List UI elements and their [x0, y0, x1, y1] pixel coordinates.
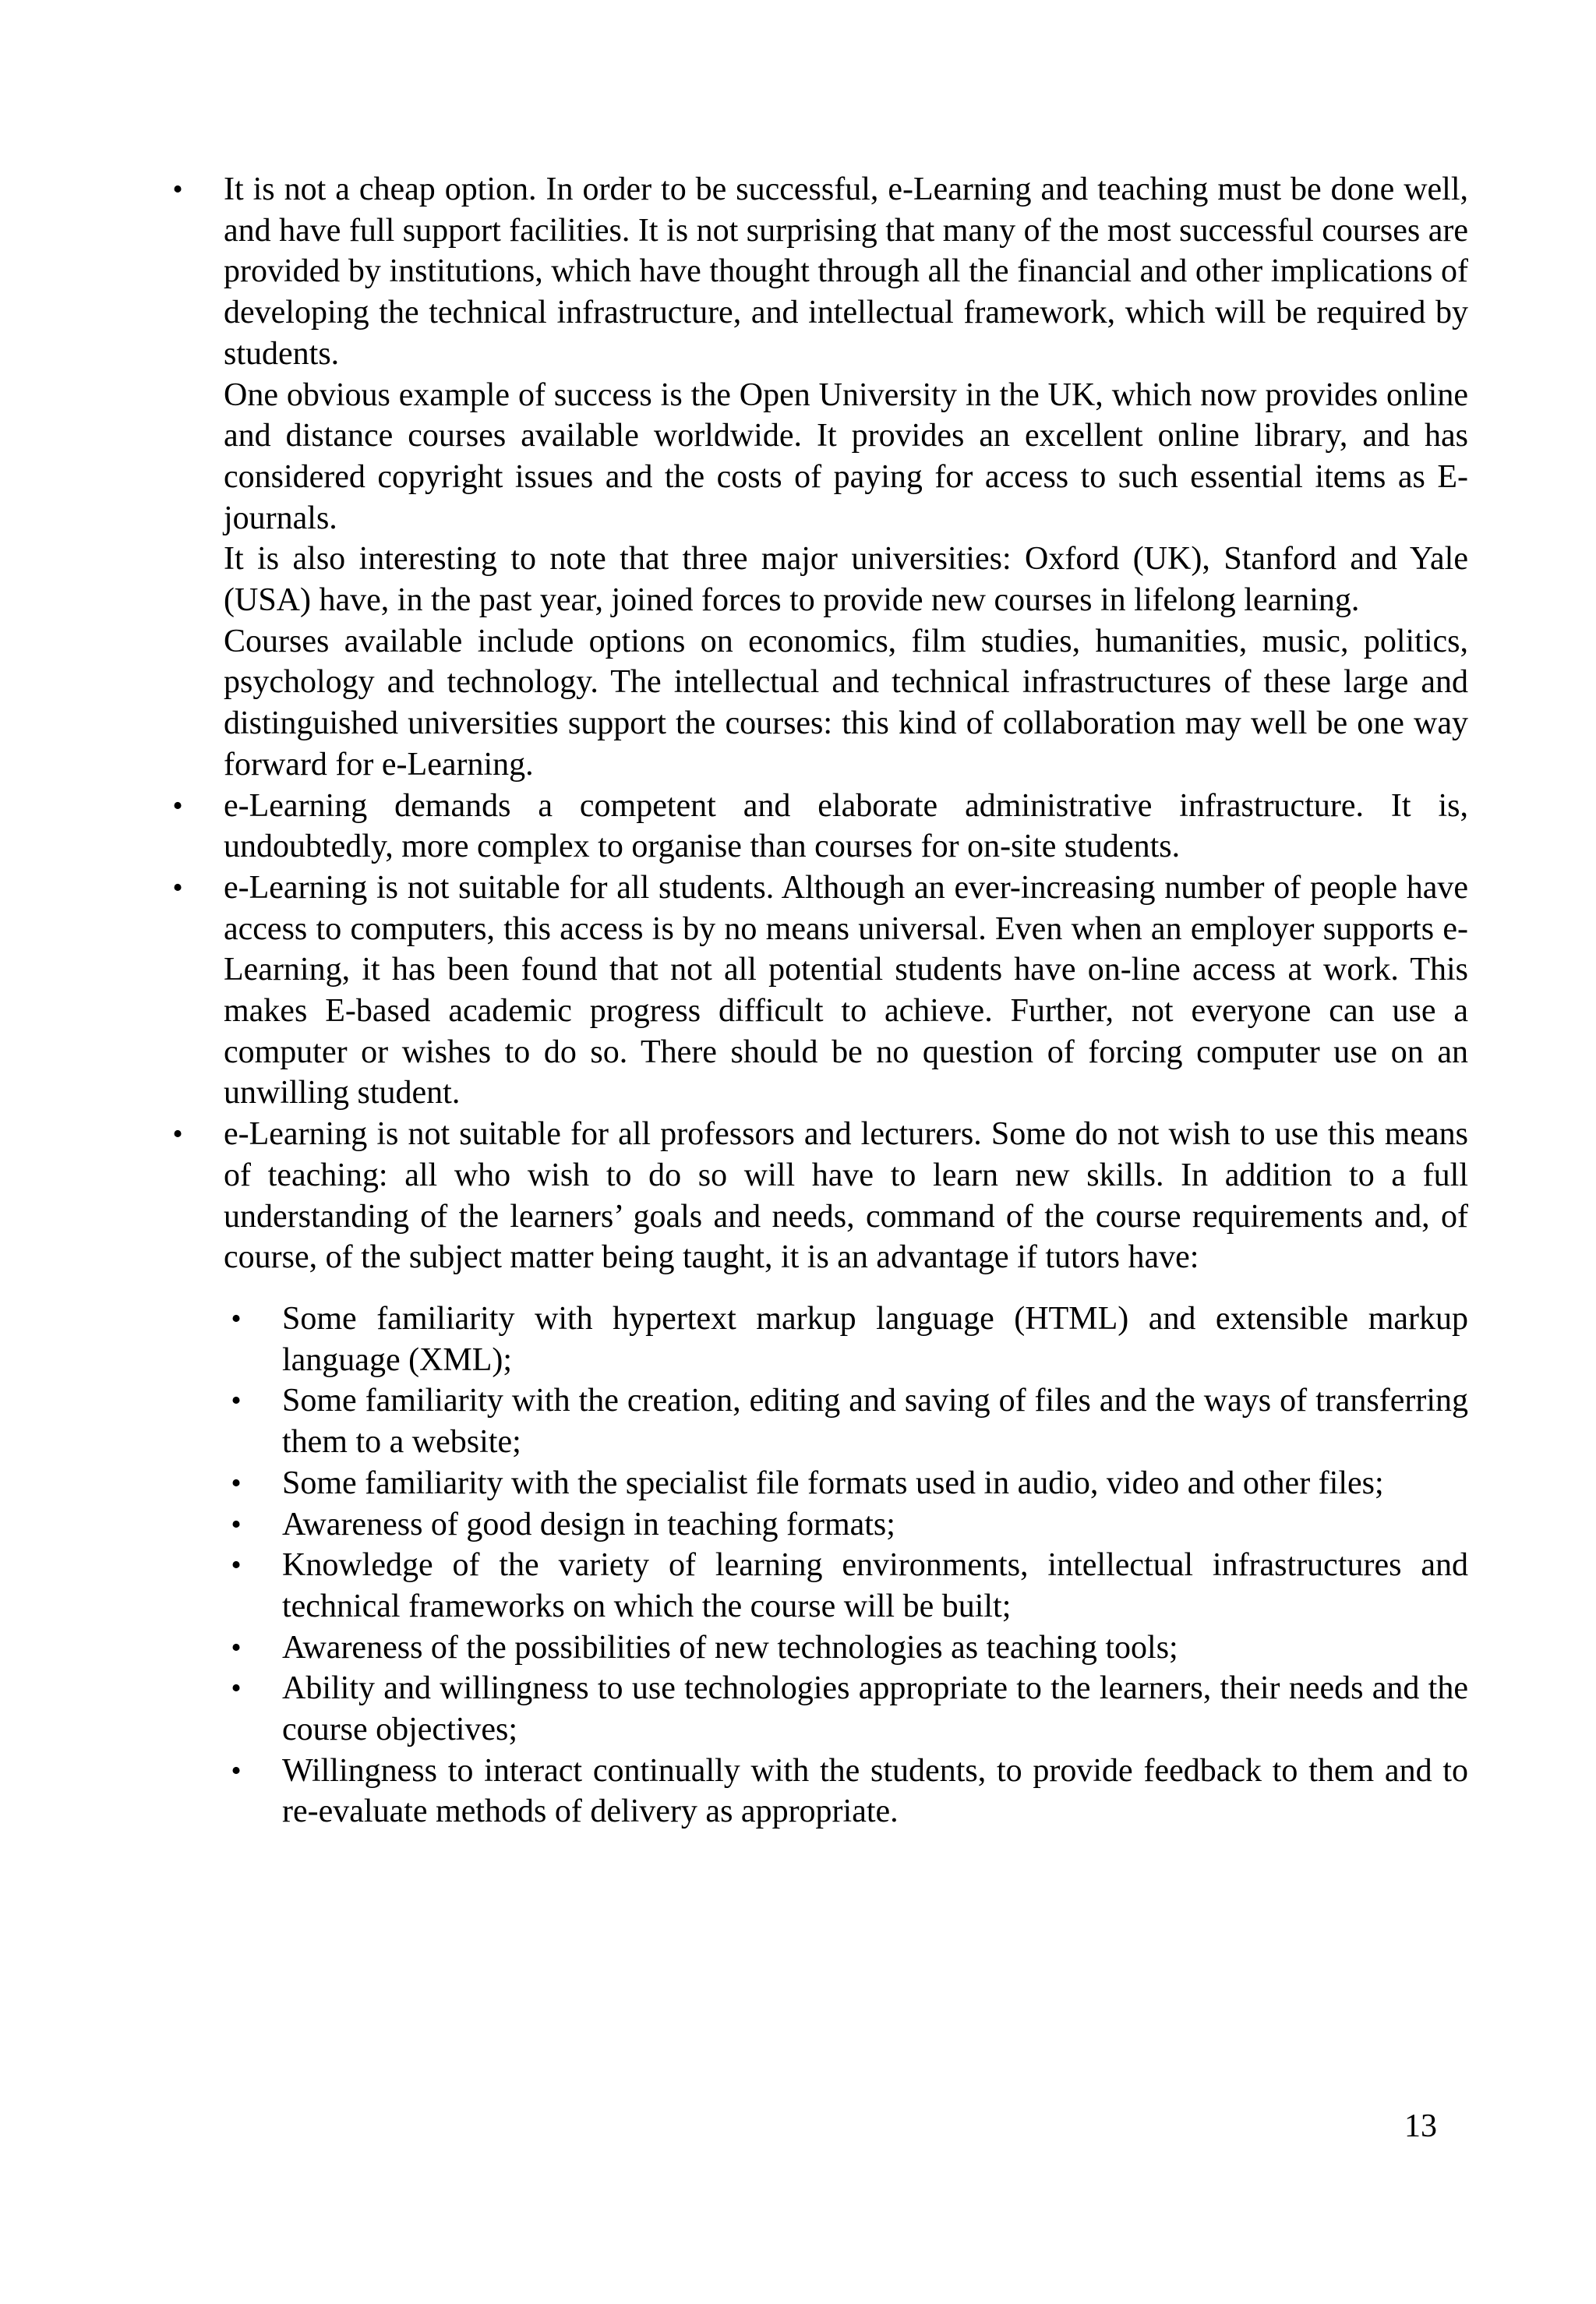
- list-item: [231, 1545, 1468, 1627]
- list-item-text: Awareness of the possibilities of new technologies as teaching tools;: [282, 1629, 1178, 1666]
- bullet-item-students: [172, 868, 1468, 1114]
- bullet-icon: •: [231, 1631, 242, 1664]
- list-item-text: Ability and willingness to use technologies appropriate to the learners, their needs and the course objectives;: [282, 1670, 1468, 1748]
- bullet-icon: •: [231, 1466, 242, 1500]
- paragraph: It is also interesting to note that three major universities: Oxford (UK), Stanford and Yale (USA) have, in the past year, joined forces to provide new courses in lifelong learning.: [224, 541, 1468, 619]
- bullet-item-administration: [172, 786, 1468, 868]
- bullet-icon: •: [172, 1118, 183, 1151]
- bullet-icon: •: [172, 871, 183, 904]
- tutor-skills-list: [231, 1299, 1468, 1832]
- paragraph: Courses available include options on economics, film studies, humanities, music, politics, psychology and technology. The intellectual and technical infrastructures of these large and distinguished universities support the courses: this kind of collaboration may well be one way forward for e-Learning.: [224, 623, 1468, 783]
- list-item: [231, 1504, 1468, 1546]
- list-item-text: Willingness to interact continually with the students, to provide feedback to them and to re-evaluate methods of delivery as appropriate.: [282, 1752, 1468, 1830]
- list-item-text: Some familiarity with the creation, editing and saving of files and the ways of transferring them to a website;: [282, 1383, 1468, 1461]
- bullet-icon: •: [172, 173, 183, 206]
- list-item-text: Knowledge of the variety of learning environments, intellectual infrastructures and technical frameworks on which the course will be built;: [282, 1547, 1468, 1624]
- bullet-item-professors: [172, 1114, 1468, 1832]
- list-item: [231, 1627, 1468, 1669]
- list-item: [231, 1668, 1468, 1750]
- paragraph: e-Learning demands a competent and elaborate administrative infrastructure. It is, undoubtedly, more complex to organise than courses for on-site students.: [224, 787, 1468, 865]
- list-item: [231, 1380, 1468, 1462]
- bullet-item-cost: [172, 169, 1468, 786]
- bullet-icon: •: [231, 1302, 242, 1335]
- bullet-icon: •: [231, 1672, 242, 1705]
- list-item-text: Some familiarity with hypertext markup language (HTML) and extensible markup language (XML);: [282, 1300, 1468, 1378]
- paragraph: e-Learning is not suitable for all students. Although an ever-increasing number of people have access to computers, this access is by no means universal. Even when an employer supports e-Learning, it has been found that not all potential students have on-line access at work. This makes E-based academic progress difficult to achieve. Further, not everyone can use a computer or wishes to do so. There should be no question of forcing computer use on an unwilling student.: [224, 869, 1468, 1111]
- paragraph: e-Learning is not suitable for all professors and lecturers. Some do not wish to use this means of teaching: all who wish to do so will have to learn new skills. In addition to a full understanding of the learners’ goals and needs, command of the course requirements and, of course, of the subject matter being taught, it is an advantage if tutors have:: [224, 1116, 1468, 1276]
- bullet-icon: •: [231, 1754, 242, 1787]
- paragraph: It is not a cheap option. In order to be successful, e-Learning and teaching must be done well, and have full support facilities. It is not surprising that many of the most successful courses are provided by institutions, which have thought through all the financial and other implications of developing the technical infrastructure, and intellectual framework, which will be required by students.: [224, 171, 1468, 372]
- list-item-text: Some familiarity with the specialist file formats used in audio, video and other files;: [282, 1465, 1384, 1501]
- bullet-icon: •: [172, 789, 183, 822]
- body-text: [172, 169, 1468, 1832]
- list-item: [231, 1299, 1468, 1380]
- list-item-text: Awareness of good design in teaching formats;: [282, 1506, 895, 1542]
- list-item: [231, 1751, 1468, 1832]
- page-number: 13: [1404, 2108, 1437, 2144]
- list-item: [231, 1463, 1468, 1504]
- bullet-icon: •: [231, 1384, 242, 1418]
- paragraph: One obvious example of success is the Open University in the UK, which now provides online and distance courses available worldwide. It provides an excellent online library, and has considered copyright issues and the costs of paying for access to such essential items as E-journals.: [224, 376, 1468, 536]
- bullet-icon: •: [231, 1549, 242, 1582]
- bullet-icon: •: [231, 1507, 242, 1541]
